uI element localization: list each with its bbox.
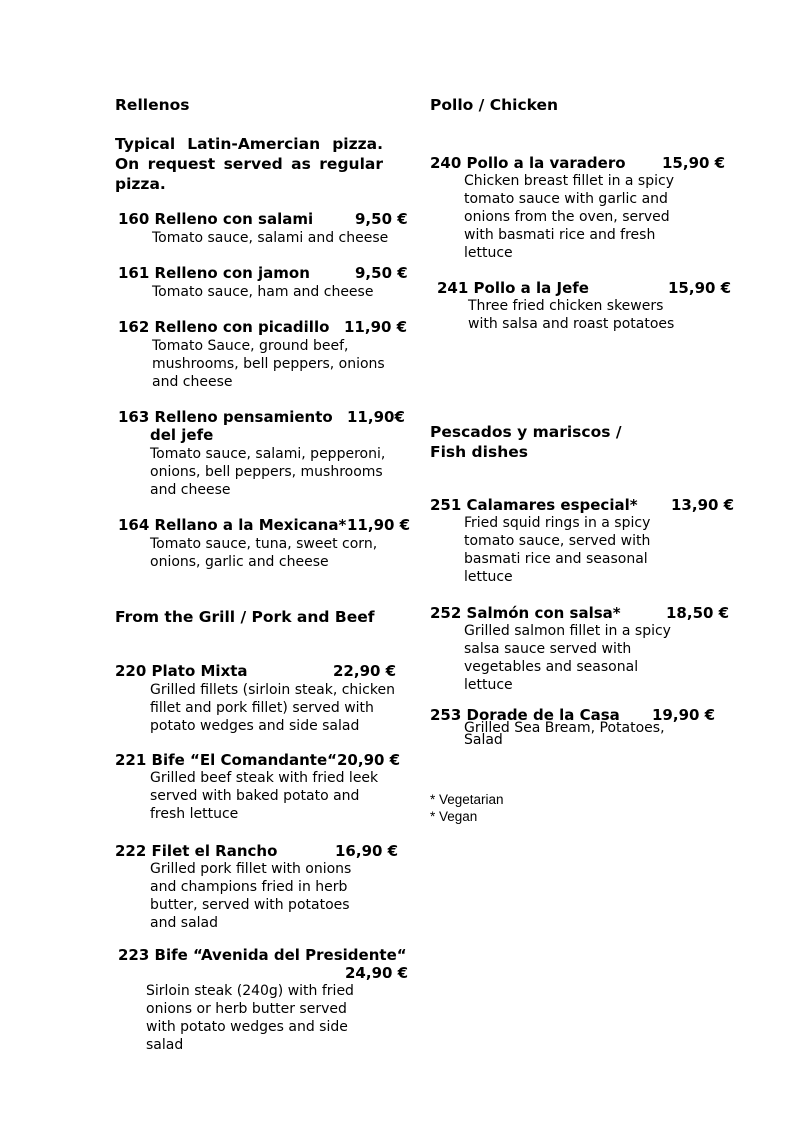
menu-item-title: 164 Rellano a la Mexicana* 11,90 € [118,516,411,534]
item-description: Tomato sauce, salami, pepperoni, onions, bell peppers, mushrooms and cheese [150,446,386,498]
menu-item-title: 252 Salmón con salsa* 18,50 € [430,604,730,622]
menu-item-title: 253 Dorade de la Casa 19,90 € [430,706,716,724]
item-price: 13,90 € [671,496,735,514]
diet-legend [430,791,504,825]
legend-vegetarian: * Vegetarian [430,792,504,807]
item-description: Grilled Sea Bream, Potatoes, Salad [464,720,665,748]
item-price: 11,90€ [347,408,405,426]
rellenos-intro: Typical Latin-Amercian pizza. On request served as regular pizza. [115,135,383,193]
section-heading-rellenos: Rellenos [115,96,190,114]
item-price: 19,90 € [652,706,716,724]
item-price: 11,90 € [344,318,408,336]
menu-item-title-line2: del jefe [150,426,214,444]
item-description: Chicken breast fillet in a spicy tomato sauce with garlic and onions from the oven, served with basmati rice and fresh lettuce [464,173,674,261]
menu-item-title: 223 Bife “Avenida del Presidente“ [118,946,407,964]
item-price: 16,90 € [335,842,399,860]
menu-item-title: 240 Pollo a la varadero 15,90 € [430,154,726,172]
item-description: Tomato sauce, salami and cheese [152,230,389,246]
item-price: 18,50 € [666,604,730,622]
item-price: 20,90 € [337,751,401,769]
item-price: 9,50 € [355,264,408,282]
item-price: 15,90 € [668,279,732,297]
item-price: 15,90 € [662,154,726,172]
legend-vegan: * Vegan [430,809,478,824]
item-description: Tomato sauce, ham and cheese [152,284,374,300]
menu-item-title: 160 Relleno con salami 9,50 € [118,210,408,228]
section-heading-chicken: Pollo / Chicken [430,96,559,114]
section-heading-fish: Pescados y mariscos / Fish dishes [430,423,622,461]
item-description: Grilled salmon fillet in a spicy salsa sauce served with vegetables and seasonal lettuce [464,623,671,693]
item-description: Grilled beef steak with fried leek served with baked potato and fresh lettuce [150,770,379,822]
item-price: 9,50 € [355,210,408,228]
item-description: Grilled fillets (sirloin steak, chicken fillet and pork fillet) served with potato wedges and side salad [150,682,395,734]
item-description: Grilled pork fillet with onions and champions fried in herb butter, served with potatoes and salad [150,861,352,931]
section-heading-grill: From the Grill / Pork and Beef [115,608,375,626]
menu-item-title: 162 Relleno con picadillo 11,90 € [118,318,408,336]
menu-item-title: 222 Filet el Rancho 16,90 € [115,842,399,860]
item-description: Tomato sauce, tuna, sweet corn, onions, garlic and cheese [150,536,378,570]
item-description: Sirloin steak (240g) with fried onions or herb butter served with potato wedges and side salad [146,983,354,1053]
item-price: 22,90 € [333,662,397,680]
item-description: Tomato Sauce, ground beef, mushrooms, bell peppers, onions and cheese [152,338,385,390]
menu-item-title: 220 Plato Mixta 22,90 € [115,662,397,680]
menu-item-title: 251 Calamares especial* 13,90 € [430,496,735,514]
menu-item-title: 161 Relleno con jamon 9,50 € [118,264,408,282]
item-price: 11,90 € [347,516,411,534]
item-description: Three fried chicken skewers with salsa and roast potatoes [468,298,675,332]
menu-item-title: 163 Relleno pensamiento 11,90€ [118,408,405,426]
menu-item-title: 221 Bife “El Comandante“20,90 € [115,751,401,769]
item-price: 24,90 € [345,964,409,982]
item-description: Fried squid rings in a spicy tomato sauce, served with basmati rice and seasonal lettuce [464,515,651,585]
menu-item-title: 241 Pollo a la Jefe 15,90 € [437,279,732,297]
